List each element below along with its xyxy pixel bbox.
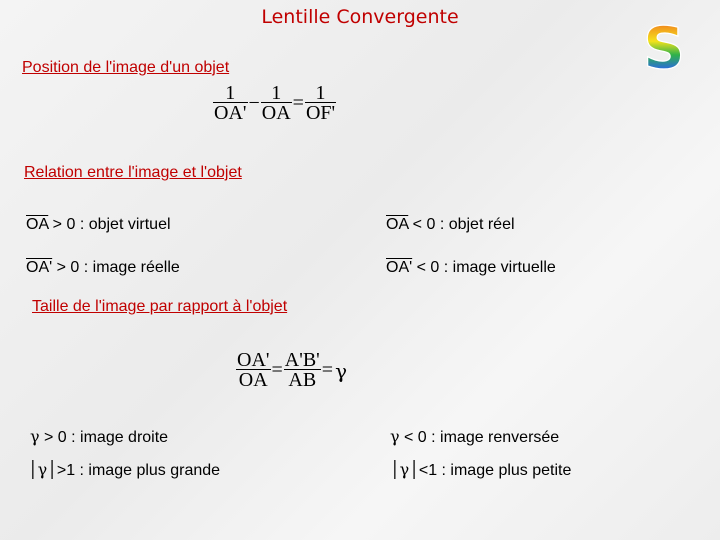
fraction-1-of-prime xyxy=(305,84,336,123)
denominator: OA xyxy=(238,369,268,391)
taille-row-gamma-positive xyxy=(30,427,168,447)
taille-row-abs-gamma-less xyxy=(390,460,571,480)
slide-title: Lentille Convergente xyxy=(261,6,459,28)
taille-text: < 0 : image renversée xyxy=(399,429,560,446)
denominator: AB xyxy=(288,369,317,391)
fraction-oa-prime-over-oa xyxy=(236,351,271,390)
denominator: OA' xyxy=(214,102,247,124)
numerator: 1 xyxy=(305,84,336,103)
section-heading-position: Position de l'image d'un objet xyxy=(22,59,230,76)
denominator: OF' xyxy=(305,102,336,124)
taille-text: >1 : image plus grande xyxy=(56,462,221,479)
gamma-symbol: γ xyxy=(399,460,410,479)
section-heading-relation: Relation entre l'image et l'objet xyxy=(24,164,242,181)
numerator: A'B' xyxy=(284,349,320,371)
numerator: OA' xyxy=(237,349,270,371)
gamma-symbol: γ xyxy=(30,427,40,446)
equals-sign: = xyxy=(292,92,304,114)
rainbow-s-logo xyxy=(643,14,685,82)
magnification-formula xyxy=(236,351,348,390)
fraction-1-oa-prime xyxy=(213,84,248,123)
abs-bar-right: │ xyxy=(409,460,419,479)
fraction-1-oa xyxy=(261,84,292,123)
abs-bar-left: │ xyxy=(28,460,38,479)
abs-bar-left: │ xyxy=(390,460,400,479)
relation-row-oa-negative xyxy=(386,216,515,234)
gamma-symbol: γ xyxy=(390,427,400,446)
section-heading-taille: Taille de l'image par rapport à l'objet xyxy=(32,298,288,315)
relation-text: < 0 : image virtuelle xyxy=(412,259,556,276)
minus-sign: − xyxy=(248,92,260,114)
abs-bar-right: │ xyxy=(47,460,57,479)
taille-row-abs-gamma-greater xyxy=(28,460,220,480)
oa-prime-symbol: OA' xyxy=(26,259,53,276)
lens-formula xyxy=(213,84,336,123)
relation-row-oa-positive xyxy=(26,216,171,234)
relation-text: < 0 : objet réel xyxy=(408,216,515,233)
oa-symbol: $\overline{OA}$ xyxy=(386,216,409,233)
oa-prime-symbol: OA' xyxy=(386,259,413,276)
taille-text: <1 : image plus petite xyxy=(418,462,572,479)
taille-text: > 0 : image droite xyxy=(39,429,169,446)
denominator: OA xyxy=(261,102,291,124)
relation-text: > 0 : image réelle xyxy=(52,259,180,276)
gamma-symbol: γ xyxy=(335,358,348,383)
relation-text: > 0 : objet virtuel xyxy=(48,216,171,233)
taille-row-gamma-negative xyxy=(390,427,559,447)
relation-row-oa-prime-negative xyxy=(386,259,556,277)
relation-row-oa-prime-positive xyxy=(26,259,180,277)
equals-sign: = xyxy=(271,359,283,381)
svg-text:S: S xyxy=(643,14,685,82)
numerator: 1 xyxy=(261,84,292,103)
fraction-ab-prime-over-ab xyxy=(284,351,321,390)
oa-symbol: $\overline{OA}$ xyxy=(26,216,49,233)
gamma-symbol: γ xyxy=(37,460,48,479)
equals-sign: = xyxy=(321,359,334,381)
numerator: 1 xyxy=(213,84,248,103)
